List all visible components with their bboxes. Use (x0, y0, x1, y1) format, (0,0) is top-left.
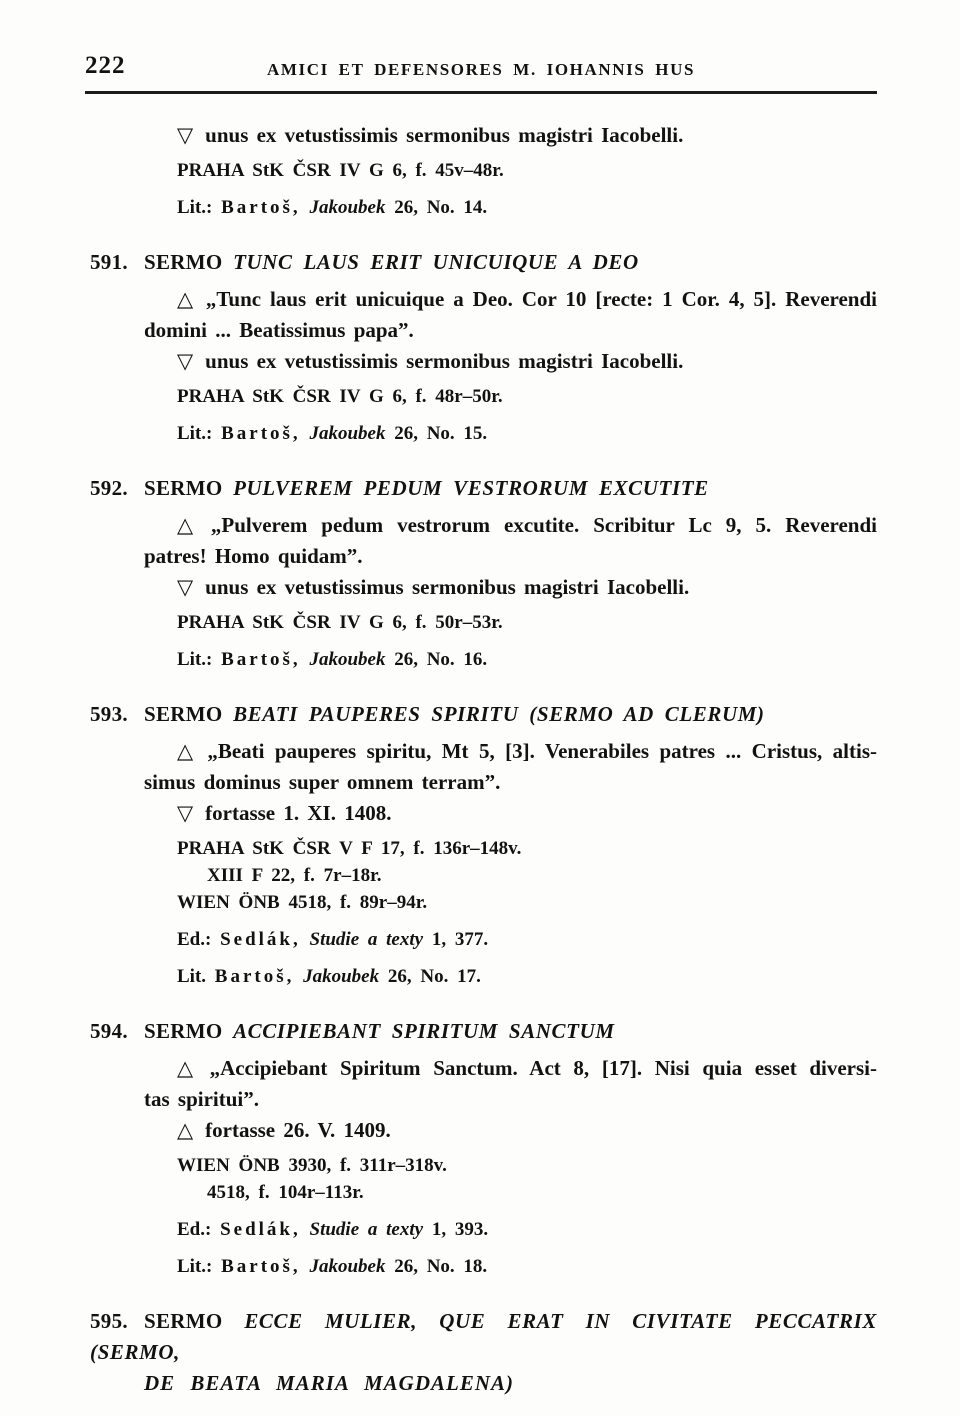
incipit-line: simus dominus super omnem terram”. (144, 770, 501, 794)
triangle-up-icon: △ (177, 1118, 194, 1142)
note-text: fortasse 26. V. 1409. (205, 1118, 391, 1142)
note-text: unus ex vetustissimus sermonibus magistri Iacobelli. (205, 575, 690, 599)
note-text: unus ex vetustissimis sermonibus magistri Iacobelli. (205, 123, 684, 147)
ed-ref: 1, 393. (431, 1219, 489, 1240)
running-header: AMICI ET DEFENSORES M. IOHANNIS HUS (266, 60, 696, 79)
lit-work: Jakoubek (309, 649, 386, 670)
lit-ref: 26, No. 14. (394, 197, 488, 218)
incipit-line (144, 1053, 877, 1084)
triangle-down-icon: ▽ (177, 123, 194, 147)
literature-line (144, 194, 877, 221)
lit-ref: 26, No. 15. (394, 423, 488, 444)
incipit-line: domini ... Beatissimus papa”. (144, 318, 414, 342)
ed-ref: 1, 377. (431, 929, 489, 950)
triangle-up-icon: △ (177, 1056, 198, 1080)
provenance-note (144, 120, 877, 151)
ed-work: Studie a texty (309, 1219, 424, 1240)
entry-body (144, 510, 877, 673)
genre-label: SERMO (144, 702, 223, 726)
incipit-paragraph (144, 1053, 877, 1146)
incipit-line (144, 510, 877, 541)
triangle-down-icon: ▽ (177, 801, 194, 825)
triangle-down-icon: ▽ (177, 349, 194, 373)
triangle-up-icon: △ (177, 513, 199, 537)
manuscript-block (144, 609, 877, 636)
genre-label: SERMO (144, 476, 223, 500)
entry-number: 591. (90, 250, 128, 274)
manuscript-line: 4518, f. 104r–113r. (207, 1182, 364, 1203)
catalog-entry-593 (85, 699, 877, 990)
ed-label: Ed.: (177, 929, 212, 950)
note-text: unus ex vetustissimis sermonibus magistri Iacobelli. (205, 349, 684, 373)
lit-work: Jakoubek (309, 1256, 386, 1277)
entry-number: 594. (90, 1019, 128, 1043)
edition-line (144, 926, 877, 953)
entry-body (144, 736, 877, 990)
manuscript-line: PRAHA StK ČSR IV G 6, f. 48r–50r. (177, 386, 503, 407)
manuscript-line: PRAHA StK ČSR IV G 6, f. 50r–53r. (177, 612, 503, 633)
entry-number: 595. (90, 1309, 128, 1333)
note-text: fortasse 1. XI. 1408. (205, 801, 392, 825)
lit-label: Lit.: (177, 197, 213, 218)
catalog-entry-592 (85, 473, 877, 673)
incipit-text: „Beati pauperes spiritu, Mt 5, [3]. Venerabiles patres ... Cristus, altis- (207, 739, 877, 763)
lit-author: Bartoš, (221, 1256, 301, 1277)
lit-author: Bartoš, (221, 649, 301, 670)
lit-ref: 26, No. 17. (387, 966, 481, 987)
entry-continuation (144, 120, 877, 221)
catalog-entry-594 (85, 1016, 877, 1280)
sermon-title: BEATI PAUPERES SPIRITU (SERMO AD CLERUM) (233, 702, 765, 726)
triangle-up-icon: △ (177, 287, 194, 311)
ed-author: Sedlák, (220, 929, 301, 950)
header-rule (85, 91, 877, 94)
incipit-text: „Tunc laus erit unicuique a Deo. Cor 10 [recte: 1 Cor. 4, 5]. Reverendi (205, 287, 877, 311)
sermon-title: TUNC LAUS ERIT UNICUIQUE A DEO (233, 250, 639, 274)
lit-work: Jakoubek (303, 966, 380, 987)
lit-label: Lit.: (177, 649, 213, 670)
incipit-line: patres! Homo quidam”. (144, 544, 363, 568)
sermon-title-continuation: DE BEATA MARIA MAGDALENA) (144, 1371, 515, 1395)
literature-line (144, 963, 877, 990)
sermon-title: PULVEREM PEDUM VESTRORUM EXCUTITE (233, 476, 709, 500)
entry-heading (85, 1306, 877, 1368)
entry-body (144, 1053, 877, 1280)
lit-author: Bartoš, (214, 966, 295, 987)
manuscript-line: WIEN ÖNB 4518, f. 89r–94r. (177, 892, 428, 913)
date-note (144, 1115, 877, 1146)
manuscript-block (144, 835, 877, 916)
genre-label: SERMO (144, 1309, 223, 1333)
lit-ref: 26, No. 18. (394, 1256, 488, 1277)
ed-work: Studie a texty (309, 929, 424, 950)
incipit-text: „Pulverem pedum vestrorum excutite. Scribitur Lc 9, 5. Reverendi (210, 513, 877, 537)
lit-work: Jakoubek (309, 423, 386, 444)
ed-author: Sedlák, (220, 1219, 301, 1240)
edition-line (144, 1216, 877, 1243)
catalog-entry-595 (85, 1306, 877, 1399)
literature-line (144, 646, 877, 673)
genre-label: SERMO (144, 1019, 223, 1043)
manuscript-block (144, 1152, 877, 1206)
manuscript-block (144, 383, 877, 410)
literature-line (144, 420, 877, 447)
literature-line (144, 1253, 877, 1280)
manuscript-line: PRAHA StK ČSR IV G 6, f. 45v–48r. (177, 160, 504, 181)
entry-body (144, 284, 877, 447)
lit-author: Bartoš, (221, 423, 301, 444)
entry-heading (85, 1016, 877, 1047)
incipit-paragraph (144, 510, 877, 603)
manuscript-line: XIII F 22, f. 7r–18r. (207, 865, 382, 886)
lit-label: Lit.: (177, 423, 213, 444)
lit-label: Lit.: (177, 1256, 213, 1277)
incipit-paragraph (144, 284, 877, 377)
entry-heading (85, 247, 877, 278)
page-number: 222 (85, 52, 126, 79)
page-header (85, 50, 877, 80)
catalog-entry-591 (85, 247, 877, 447)
manuscript-line: PRAHA StK ČSR V F 17, f. 136r–148v. (177, 838, 522, 859)
incipit-text: „Accipiebant Spiritum Sanctum. Act 8, [17]. Nisi quia esset diversi- (209, 1056, 878, 1080)
date-note (144, 798, 877, 829)
incipit-line (144, 736, 877, 767)
sermon-title: ACCIPIEBANT SPIRITUM SANCTUM (233, 1019, 615, 1043)
manuscript-line: WIEN ÖNB 3930, f. 311r–318v. (177, 1155, 447, 1176)
triangle-down-icon: ▽ (177, 575, 194, 599)
triangle-up-icon: △ (177, 739, 196, 763)
ed-label: Ed.: (177, 1219, 212, 1240)
incipit-paragraph (144, 736, 877, 829)
entry-heading (85, 473, 877, 504)
incipit-line (144, 284, 877, 315)
lit-work: Jakoubek (309, 197, 386, 218)
entry-number: 593. (90, 702, 128, 726)
lit-author: Bartoš, (221, 197, 301, 218)
lit-label: Lit. (177, 966, 207, 987)
sermon-title: ECCE MULIER, QUE ERAT IN CIVITATE PECCATRIX (SERMO, (90, 1309, 877, 1364)
provenance-note (144, 572, 877, 603)
entry-heading (85, 699, 877, 730)
manuscript-block (144, 157, 877, 184)
entry-number: 592. (90, 476, 128, 500)
incipit-line: tas spiritui”. (144, 1087, 260, 1111)
lit-ref: 26, No. 16. (394, 649, 488, 670)
provenance-note (144, 346, 877, 377)
genre-label: SERMO (144, 250, 223, 274)
